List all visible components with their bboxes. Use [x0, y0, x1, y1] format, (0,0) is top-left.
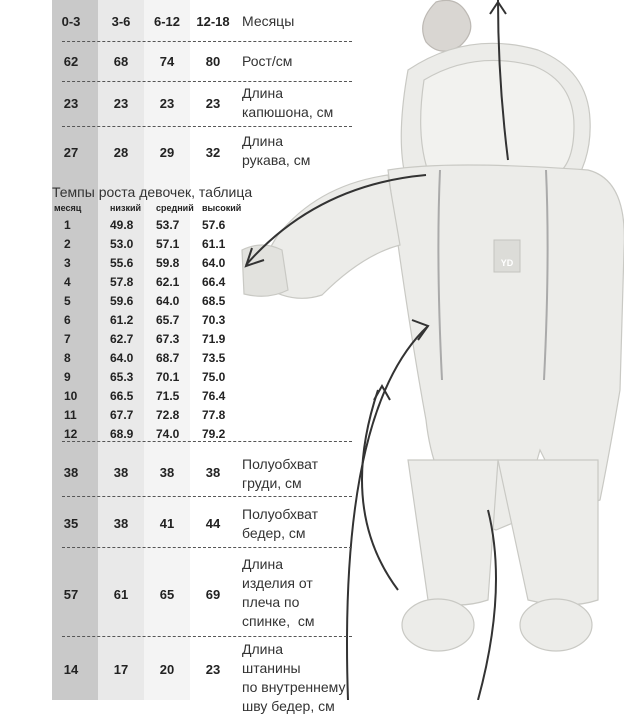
height-cell: 66.5 [110, 388, 134, 403]
growth-row [54, 291, 248, 310]
value-cell: 69 [205, 587, 221, 602]
divider [62, 636, 352, 637]
height-cell: 66.4 [202, 274, 226, 289]
size-cell: 6-12 [153, 14, 181, 29]
suit-logo: YD [500, 258, 514, 268]
col-header: месяц [54, 203, 82, 213]
height-cell: 72.8 [156, 407, 180, 422]
month-cell: 5 [64, 293, 71, 308]
height-cell: 61.2 [110, 312, 134, 327]
growth-row [54, 234, 248, 253]
growth-row [54, 367, 248, 386]
height-cell: 53.7 [156, 217, 180, 232]
height-cell: 53.0 [110, 236, 134, 251]
height-cell: 57.1 [156, 236, 180, 251]
month-cell: 9 [64, 369, 71, 384]
height-cell: 67.7 [110, 407, 134, 422]
value-cell: 29 [159, 145, 175, 160]
size-cell: 3-6 [111, 14, 131, 29]
growth-table-body [54, 215, 248, 443]
value-cell: 28 [113, 145, 129, 160]
divider [62, 496, 352, 497]
col-header: средний [156, 203, 194, 213]
month-cell: 10 [64, 388, 78, 403]
height-cell: 59.6 [110, 293, 134, 308]
height-cell: 71.9 [202, 331, 226, 346]
value-cell: 32 [205, 145, 221, 160]
month-cell: 11 [64, 407, 77, 422]
value-cell: 61 [113, 587, 129, 602]
divider [62, 41, 352, 42]
col-header: высокий [202, 203, 242, 213]
height-cell: 61.1 [202, 236, 226, 251]
month-cell: 8 [64, 350, 71, 365]
size-cell: 0-3 [61, 14, 81, 29]
month-cell: 3 [64, 255, 71, 270]
height-cell: 70.1 [156, 369, 180, 384]
divider [62, 126, 352, 127]
value-cell: 74 [159, 54, 175, 69]
height-cell: 55.6 [110, 255, 134, 270]
value-cell: 38 [113, 465, 129, 480]
value-cell: 14 [63, 662, 79, 677]
height-cell: 73.5 [202, 350, 226, 365]
value-cell: 38 [63, 465, 79, 480]
height-cell: 65.7 [156, 312, 180, 327]
col-header: низкий [110, 203, 142, 213]
divider [62, 547, 352, 548]
growth-row [54, 329, 248, 348]
value-cell: 23 [205, 662, 221, 677]
growth-table-title: Темпы роста девочек, таблица [52, 184, 253, 200]
value-cell: 27 [63, 145, 79, 160]
month-cell: 2 [64, 236, 71, 251]
height-cell: 71.5 [156, 388, 180, 403]
value-cell: 38 [159, 465, 175, 480]
height-cell: 59.8 [156, 255, 180, 270]
height-cell: 62.1 [156, 274, 180, 289]
height-cell: 67.3 [156, 331, 180, 346]
value-cell: 62 [63, 54, 79, 69]
growth-row [54, 348, 248, 367]
height-cell: 76.4 [202, 388, 226, 403]
value-cell: 80 [205, 54, 221, 69]
value-cell: 23 [63, 96, 79, 111]
value-cell: 38 [113, 516, 129, 531]
height-cell: 64.0 [110, 350, 134, 365]
growth-row [54, 405, 248, 424]
value-cell: 17 [113, 662, 129, 677]
height-cell: 70.3 [202, 312, 226, 327]
height-cell: 68.9 [110, 426, 134, 441]
month-cell: 12 [64, 426, 78, 441]
height-cell: 49.8 [110, 217, 134, 232]
value-cell: 57 [63, 587, 79, 602]
value-cell: 23 [205, 96, 221, 111]
height-cell: 75.0 [202, 369, 226, 384]
value-cell: 44 [205, 516, 221, 531]
row-label: Рост/см [242, 53, 293, 69]
height-cell: 64.0 [156, 293, 180, 308]
row-label: Длина капюшона, см [242, 85, 334, 120]
growth-row [54, 272, 248, 291]
height-cell: 74.0 [156, 426, 180, 441]
growth-row [54, 386, 248, 405]
growth-row [54, 310, 248, 329]
divider [62, 441, 352, 442]
height-cell: 68.5 [202, 293, 226, 308]
row-label: Длина рукава, см [242, 133, 311, 168]
height-cell: 79.2 [202, 426, 226, 441]
value-cell: 23 [113, 96, 129, 111]
value-cell: 38 [205, 465, 221, 480]
height-cell: 64.0 [202, 255, 226, 270]
row-label: Месяцы [242, 13, 295, 29]
month-cell: 6 [64, 312, 71, 327]
row-label: Длина штанины по внутреннему шву бедер, см [242, 641, 346, 714]
month-cell: 4 [64, 274, 71, 289]
value-cell: 65 [159, 587, 175, 602]
height-cell: 77.8 [202, 407, 226, 422]
value-cell: 35 [63, 516, 79, 531]
growth-header-row [54, 203, 248, 215]
growth-row [54, 215, 248, 234]
row-label: Полуобхват бедер, см [242, 506, 319, 541]
height-cell: 57.6 [202, 217, 226, 232]
value-cell: 20 [159, 662, 175, 677]
height-cell: 57.8 [110, 274, 134, 289]
month-cell: 7 [64, 331, 71, 346]
height-cell: 62.7 [110, 331, 134, 346]
row-label: Полуобхват груди, см [242, 456, 319, 491]
value-cell: 68 [113, 54, 129, 69]
height-cell: 65.3 [110, 369, 134, 384]
growth-table [54, 203, 248, 443]
value-cell: 41 [159, 516, 175, 531]
growth-row [54, 253, 248, 272]
divider [62, 81, 352, 82]
row-label: Длина изделия от плеча по спинке, см [242, 556, 315, 629]
month-cell: 1 [64, 217, 71, 232]
size-cell: 12-18 [196, 14, 230, 29]
height-cell: 68.7 [156, 350, 180, 365]
value-cell: 23 [159, 96, 175, 111]
